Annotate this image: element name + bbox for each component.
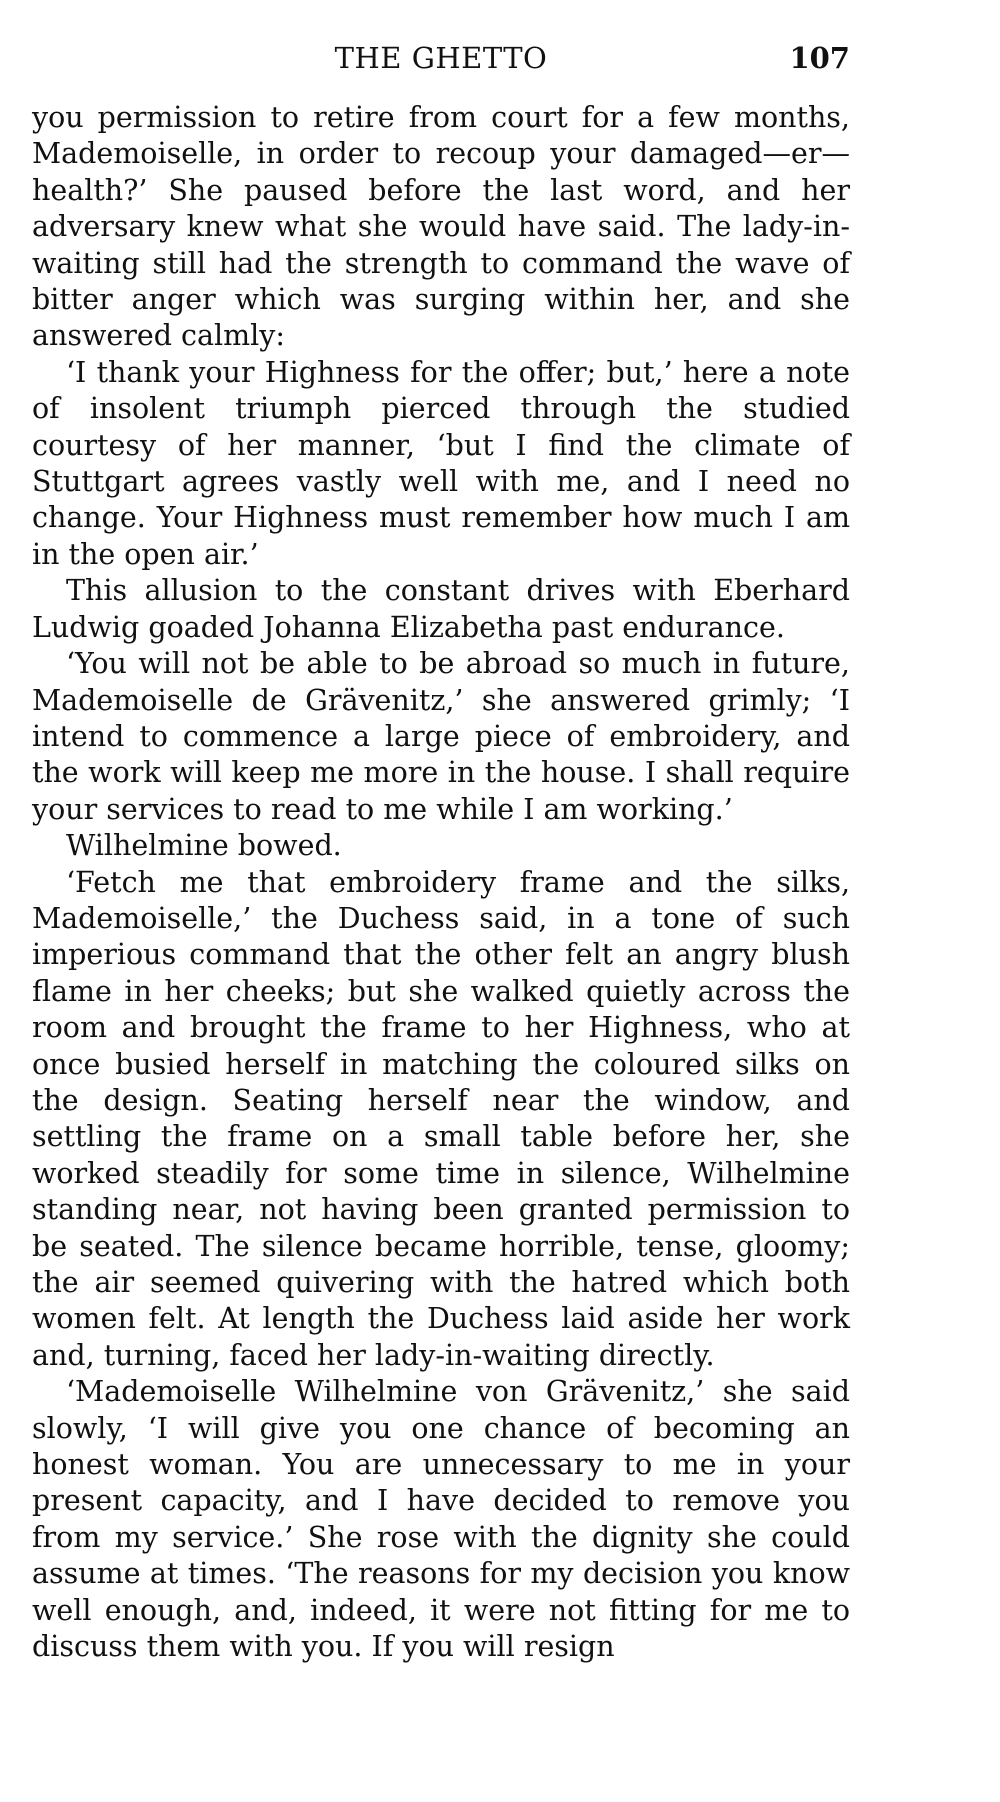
paragraph: ‘Mademoiselle Wilhelmine von Grävenitz,’ she said slowly, ‘I will give you one chance of becoming an honest woman. You are unnecessary to me in your present capacity, and I have decided to remove you from my service.’ She rose with the dignity she could assume at times. ‘The reasons for my decision you know well enough, and, indeed, it were not fitting for me to discuss them with you. If you will resign [32,1375,850,1664]
body-text [32,100,850,1665]
page-number: 107 [789,41,850,75]
paragraph: Wilhelmine bowed. [66,829,342,863]
running-head [32,36,850,80]
paragraph-continued: you permission to retire from court for a few months, Mademoiselle, in order to recoup your damaged—er—health?’ She paused before the last word, and her adversary knew what she would have said. The lady-in-waiting still had the strength to command the wave of bitter anger which was surging within her, and she answered calmly: [32,101,850,353]
running-title: THE GHETTO [334,41,548,75]
paragraph: ‘You will not be able to be abroad so much in future, Mademoiselle de Grävenitz,’ she answered grimly; ‘I intend to commence a large piece of embroidery, and the work will keep me more in the house. I shall require your services to read to me while I am working.’ [32,647,850,826]
paragraph: ‘I thank your Highness for the offer; but,’ here a note of insolent triumph pierced through the studied courtesy of her manner, ‘but I find the climate of Stuttgart agrees vastly well with me, and I need no change. Your Highness must remember how much I am in the open air.’ [32,355,850,571]
paragraph: ‘Fetch me that embroidery frame and the silks, Mademoiselle,’ the Duchess said, in a tone of such imperious command that the other felt an angry blush flame in her cheeks; but she walked quietly across the room and brought the frame to her Highness, who at once busied herself in matching the coloured silks on the design. Seating herself near the window, and settling the frame on a small table before her, she worked steadily for some time in silence, Wilhelmine standing near, not having been granted permission to be seated. The silence became horrible, tense, gloomy; the air seemed quivering with the hatred which both women felt. At length the Duchess laid aside her work and, turning, faced her lady-in-waiting directly. [32,865,850,1372]
paragraph: This allusion to the constant drives with Eberhard Ludwig goaded Johanna Elizabetha past endurance. [32,574,850,644]
